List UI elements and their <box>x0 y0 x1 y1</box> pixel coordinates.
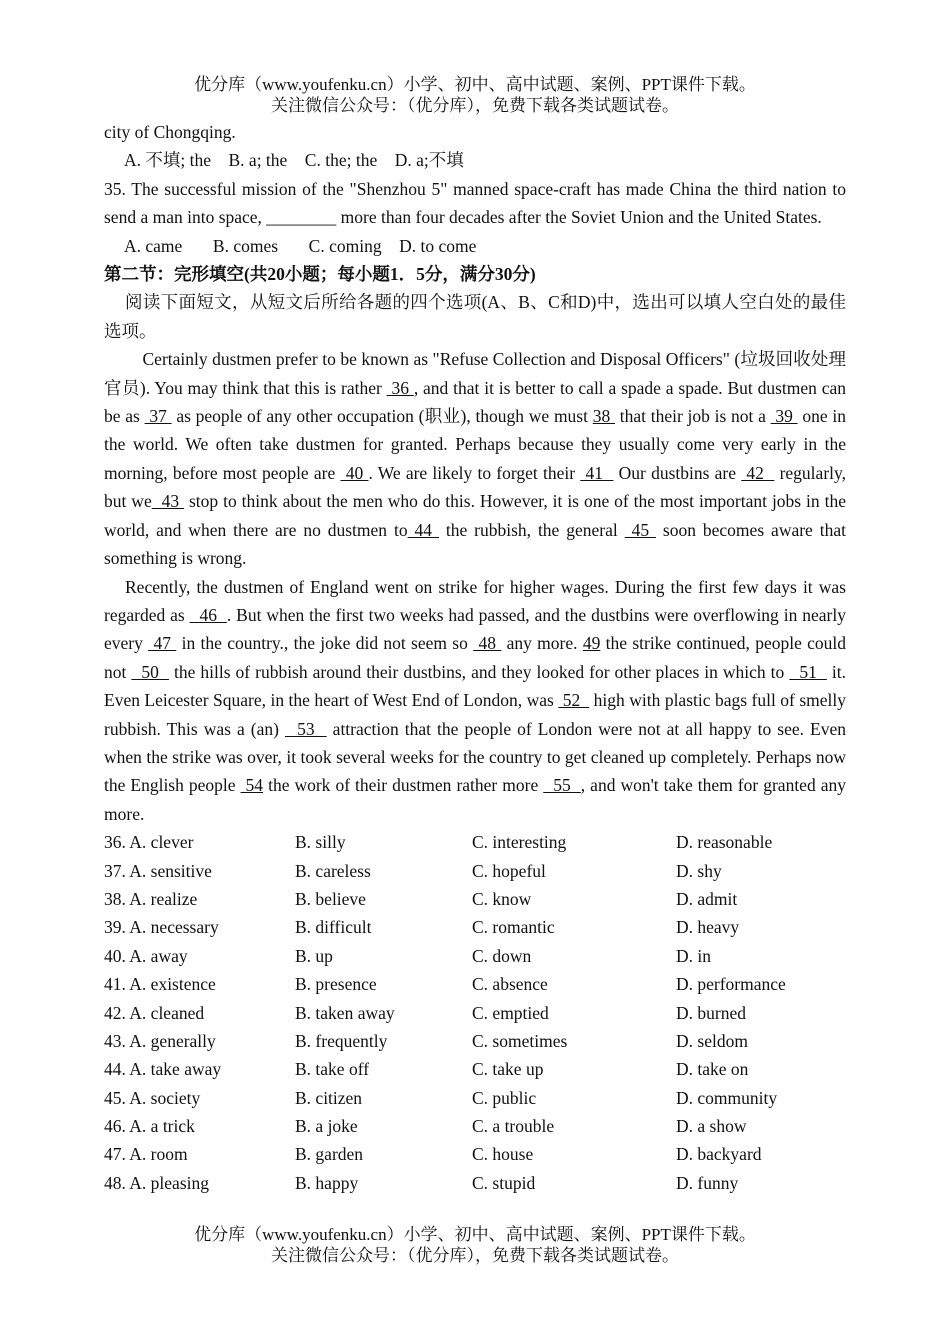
blank-41: 41 <box>580 462 614 483</box>
choice-row-38: 38. A. realize B. believe C. know D. admit <box>104 888 738 909</box>
choice-row-43: 43. A. generally B. frequently C. sometimes D. seldom <box>104 1030 748 1051</box>
q34-tail: city of Chongqing. <box>104 122 236 142</box>
page-footer <box>0 1224 950 1266</box>
blank-43: 43 <box>151 491 185 512</box>
q35-stem: 35. The successful mission of the "Shenzhou 5" manned space-craft has made China the third nation to send a man into space, ________ more than four decades after the Soviet Union and the United States. <box>104 178 846 228</box>
document-body <box>104 118 846 1197</box>
answer-choices <box>104 828 846 1197</box>
choice-row-48: 48. A. pleasing B. happy C. stupid D. funny <box>104 1172 739 1193</box>
blank-46: 46 <box>189 604 227 625</box>
section-title: 第二节：完形填空(共20小题；每小题1．5分，满分30分) <box>104 264 536 285</box>
choice-row-47: 47. A. room B. garden C. house D. backyard <box>104 1144 762 1165</box>
passage-paragraph-1: Certainly dustmen prefer to be known as "Refuse Collection and Disposal Officers" (垃圾回收处理官员). You may think that this is rather 36 , and that it is better to call a spade a spade. But dustmen can be as 37 as people of any other occupation (职业), though we must 38 that their job is not a 39 one in the world. We often take dustmen for granted. Perhaps because they usually come very early in the morning, before most people are 40 . We are likely to forget their 41 Our dustbins are 42 regularly, but we 43 stop to think about the men who do this. However, it is one of the most important jobs in the world, and when there are no dustmen to 44 the rubbish, the general 45 soon becomes aware that something is wrong. <box>104 349 847 569</box>
blank-45: 45 <box>624 519 656 540</box>
footer-line-1: 优分库（www.youfenku.cn）小学、初中、高中试题、案例、PPT课件下载。 <box>194 1225 756 1244</box>
choice-row-41: 41. A. existence B. presence C. absence D. performance <box>104 974 786 995</box>
blank-39: 39 <box>770 406 798 427</box>
choice-row-42: 42. A. cleaned B. taken away C. emptied D. burned <box>104 1002 746 1023</box>
blank-51: 51 <box>789 661 827 682</box>
blank-48: 48 <box>473 633 502 654</box>
blank-36: 36 <box>386 377 414 398</box>
choice-row-44: 44. A. take away B. take off C. take up D. take on <box>104 1059 749 1080</box>
page-header <box>0 74 950 116</box>
blank-50: 50 <box>131 661 169 682</box>
blank-47: 47 <box>148 633 177 654</box>
q34-options: A. 不填; the B. a; the C. the; the D. a;不填 <box>124 150 464 171</box>
blank-55: 55 <box>543 775 581 796</box>
blank-44: 44 <box>407 519 439 540</box>
q35-options: A. came B. comes C. coming D. to come <box>124 235 477 256</box>
header-line-2: 关注微信公众号：（优分库），免费下载各类试题试卷。 <box>271 96 679 115</box>
choice-row-39: 39. A. necessary B. difficult C. romantic D. heavy <box>104 917 740 938</box>
choice-row-36: 36. A. clever B. silly C. interesting D. reasonable <box>104 832 773 853</box>
passage-paragraph-2: Recently, the dustmen of England went on strike for higher wages. During the first few days it was regarded as 46 . But when the first two weeks had passed, and the dustbins were overflowing in nearly every 47 in the country., the joke did not seem so 48 any more. 49 the strike continued, people could not 50 the hills of rubbish around their dustbins, and they looked for other places in which to 51 it. Even Leicester Square, in the heart of West End of London, was 52 high with plastic bags full of smelly rubbish. This was a (an) 53 attraction that the people of London were not at all happy to see. Even when the strike was over, it took several weeks for the country to get cleaned up completely. Perhaps now the English people 54 the work of their dustmen rather more 55 , and won't take them for granted any more. <box>104 576 847 824</box>
blank-52: 52 <box>558 690 590 711</box>
footer-line-2: 关注微信公众号：（优分库），免费下载各类试题试卷。 <box>271 1246 679 1265</box>
choice-row-40: 40. A. away B. up C. down D. in <box>104 945 711 966</box>
blank-49: 49 <box>582 633 601 654</box>
blank-40: 40 <box>340 462 369 483</box>
blank-54: 54 <box>240 775 264 796</box>
choice-row-45: 45. A. society B. citizen C. public D. community <box>104 1087 778 1108</box>
section-instruction: 阅读下面短文，从短文后所给各题的四个选项(A、B、C和D)中，选出可以填人空白处的最佳选项。 <box>104 292 846 341</box>
choice-row-37: 37. A. sensitive B. careless C. hopeful D. shy <box>104 860 722 881</box>
choice-row-46: 46. A. a trick B. a joke C. a trouble D. a show <box>104 1116 747 1137</box>
blank-42: 42 <box>741 462 775 483</box>
blank-53: 53 <box>285 718 327 739</box>
header-line-1: 优分库（www.youfenku.cn）小学、初中、高中试题、案例、PPT课件下载。 <box>194 75 756 94</box>
blank-38: 38 <box>592 406 615 427</box>
blank-37: 37 <box>144 406 172 427</box>
